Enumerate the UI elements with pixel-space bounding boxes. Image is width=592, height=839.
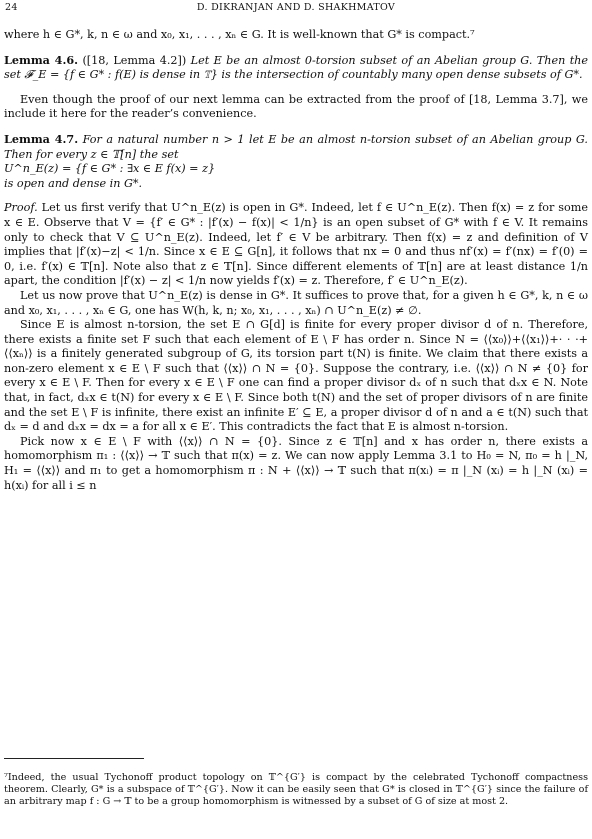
proof-paragraph-2: Let us now prove that U^n_E(z) is dense in G*. It suffices to prove that, for a given h ∈ G*, k, n ∈ ω and x₀, x₁, . . . , xₙ ∈ G, one has W(h, k, n; x₀, x₁, . . . , xₙ) ∩ U^n_E(z) ≠ ∅. [4,288,588,317]
proof-paragraph-4: Pick now x ∈ E \ F with ⟨⟨x⟩⟩ ∩ N = {0}. Since z ∈ 𝕋[n] and x has order n, there exists a homomorphism π₁ : ⟨⟨x⟩⟩ → 𝕋 such that π(x) = z. We can now apply Lemma 3.1 to H₀ = N, π₀ = h |_N, H₁ = ⟨⟨x⟩⟩ and π₁ to get a homomorphism π : N + ⟨⟨x⟩⟩ → 𝕋 such that π(xᵢ) = π |_N (xᵢ) = h |_N (xᵢ) = h(xᵢ) for all i ≤ n [4,434,588,492]
lemma-4-6 [4,53,588,83]
proof-paragraph-3: Since E is almost n-torsion, the set E ∩ G[d] is finite for every proper divisor d of n. Therefore, there exists a finite set F such that each element of E \ F has order n. Since N = ⟨⟨x₀⟩⟩+⟨⟨x₁⟩⟩+· · ·+⟨⟨xₙ⟩⟩ is a finitely generated subgroup of G, its torsion part t(N) is finite. We claim that there exists a non-zero element x ∈ E \ F such that ⟨⟨x⟩⟩ ∩ N = {0}. Suppose the contrary, i.e. ⟨⟨x⟩⟩ ∩ N ≠ {0} for every x ∈ E \ F. Then for every x ∈ E \ F one can find a proper divisor dₓ of n such that dₓx ∈ N. Note that, in fact, dₓx ∈ t(N) for every x ∈ E \ F. Since both t(N) and the set of proper divisors of n are finite and the set E \ F is infinite, there exist an infinite E′ ⊆ E, a proper divisor d of n and a ∈ t(N) such that dₓ = d and dₓx = dx = a for all x ∈ E′. This contradicts the fact that E is almost n-torsion. [4,318,588,434]
running-title: D. DIKRANJAN AND D. SHAKHMATOV [196,2,396,13]
page-header [0,2,592,16]
lemma-4-7-conclusion: is open and dense in G*. [4,176,143,190]
paragraph-opening: where h ∈ G*, k, n ∈ ω and x₀, x₁, . . . , xₙ ∈ G. It is well-known that G* is compact.⁷ [4,28,475,41]
proof-openness: Let us first verify that U^n_E(z) is open in G*. Indeed, let f ∈ U^n_E(z). Then f(x) = z for some x ∈ E. Observe that V = {f′ ∈ G* : |f′(x) − f(x)| < 1/n} is an open subset of G* with f ∈ V. It remains only to check that V ⊆ U^n_E(z). Indeed, let f′ ∈ V be arbitrary. Then f(x) = z and definition of V implies that |f′(x)−z| < 1/n. Since x ∈ E ⊆ G[n], it follows that nx = 0 and thus nf′(x) = f′(nx) = f′(0) = 0, i.e. f′(x) ∈ 𝕋[n]. Note also that z ∈ 𝕋[n]. Since different elements of 𝕋[n] are at least distance 1/n apart, the condition |f′(x) − z| < 1/n now yields f′(x) = z. Therefore, f′ ∈ U^n_E(z). [4,201,588,288]
page-number: 24 [5,2,18,13]
lemma-4-7 [4,132,588,162]
lemma-4-7-heading: Lemma 4.7. [4,131,79,146]
lemma-4-7-statement: For a natural number n > 1 let E be an almost n-torsion subset of an Abelian group G. Then for every z ∈ 𝕋[n] the set [4,132,588,161]
footnote-rule [4,758,144,759]
proof-paragraph-1 [4,201,588,289]
lemma-4-7-display-formula: U^n_E(z) = {f ∈ G* : ∃x ∈ E f(x) = z} [4,162,216,176]
lemma-4-6-statement: Let E be an almost 0-torsion subset of an Abelian group G. Then the set 𝓕_E = {f ∈ G* : f(E) is dense in 𝕋} is the intersection of countably many open dense subsets of G*. [4,53,589,82]
paragraph-convenience: Even though the proof of our next lemma can be extracted from the proof of [18, Lemma 3.7], we include it here for the reader’s convenience. [4,92,588,121]
footnote-7: ⁷Indeed, the usual Tychonoff product topology on 𝕋^{G′} is compact by the celebrated Tychonoff compactness theorem. Clearly, G* is a subspace of 𝕋^{G′}. Now it can be easily seen that G* is closed in 𝕋^{G′} since the failure of an arbitrary map f : G → 𝕋 to be a group homomorphism is witnessed by a subset of G of size at most 2. [4,771,588,807]
main-text [4,28,588,493]
lemma-4-6-heading: Lemma 4.6. [4,52,79,67]
proof-heading: Proof. [4,201,38,215]
lemma-4-6-citation: ([18, Lemma 4.2]) [82,53,187,67]
